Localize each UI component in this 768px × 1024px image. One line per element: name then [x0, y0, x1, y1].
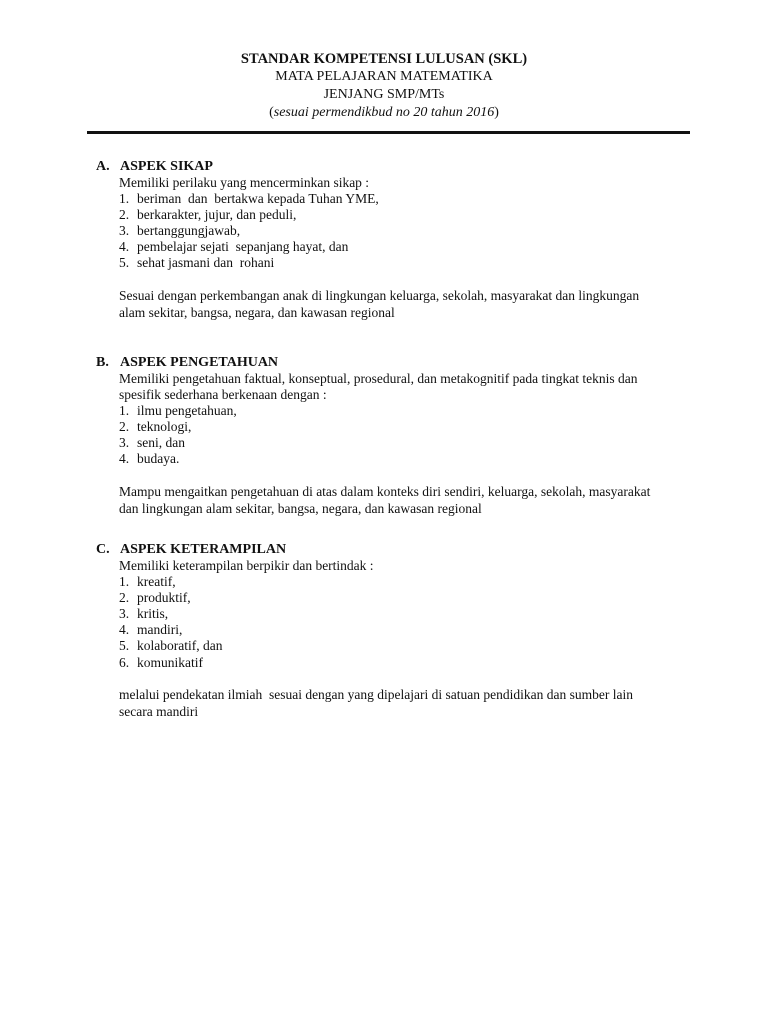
list-item [119, 606, 696, 622]
list-number: 1. [119, 403, 130, 419]
list-text: ilmu pengetahuan, [137, 403, 237, 419]
section-letter: C. [96, 542, 110, 557]
regulation-note-text: sesuai permendikbud no 20 tahun 2016 [273, 105, 495, 120]
list-text: kreatif, [137, 574, 176, 590]
list-item [119, 419, 696, 435]
list-item [119, 403, 696, 419]
list-text: teknologi, [137, 419, 192, 435]
section-aspek-pengetahuan [96, 354, 696, 517]
closing-line: dan lingkungan alam sekitar, bangsa, negara, dan kawasan regional [119, 500, 482, 516]
intro-line: Memiliki perilaku yang mencerminkan sikap : [119, 175, 370, 190]
section-title: ASPEK SIKAP [120, 159, 213, 174]
regulation-note-open: ( [269, 105, 274, 120]
list-text: kolaboratif, dan [137, 638, 223, 654]
section-letter: A. [96, 159, 110, 174]
list-item [119, 207, 696, 223]
list-item [119, 655, 696, 671]
closing-line: melalui pendekatan ilmiah sesuai dengan yang dipelajari di satuan pendidikan dan sumber lain [119, 686, 633, 702]
list-number: 1. [119, 574, 130, 590]
closing-line: secara mandiri [119, 703, 199, 719]
list-number: 2. [119, 590, 130, 606]
section-body [119, 558, 696, 720]
list-number: 4. [119, 451, 130, 467]
list-text: produktif, [137, 590, 191, 606]
subject-line: MATA PELAJARAN MATEMATIKA [275, 69, 493, 84]
document-header [0, 50, 768, 122]
section-heading [96, 158, 696, 175]
list-number: 4. [119, 622, 130, 638]
list-number: 3. [119, 223, 130, 239]
list-text: komunikatif [137, 654, 203, 670]
closing-line: Mampu mengaitkan pengetahuan di atas dalam konteks diri sendiri, keluarga, sekolah, masyarakat [119, 483, 651, 499]
list-number: 2. [119, 419, 130, 435]
list-item [119, 451, 696, 467]
competency-list [119, 574, 696, 671]
list-item [119, 435, 696, 451]
list-item [119, 574, 696, 590]
regulation-note [0, 104, 768, 122]
list-text: kritis, [137, 606, 169, 622]
level-line: JENJANG SMP/MTs [323, 87, 445, 102]
closing-paragraph [119, 483, 696, 517]
section-letter: B. [96, 355, 109, 370]
list-item [119, 590, 696, 606]
list-number: 3. [119, 606, 130, 622]
list-text: mandiri, [137, 622, 183, 638]
header-divider [87, 131, 690, 134]
intro-line: spesifik sederhana berkenaan dengan : [119, 387, 327, 403]
list-item [119, 255, 696, 271]
closing-line: alam sekitar, bangsa, negara, dan kawasan regional [119, 304, 395, 320]
list-text: budaya. [137, 451, 180, 467]
list-number: 4. [119, 239, 130, 255]
list-item [119, 223, 696, 239]
section-heading [96, 541, 696, 558]
list-item [119, 638, 696, 654]
section-title: ASPEK PENGETAHUAN [120, 355, 279, 370]
regulation-note-close: ) [494, 105, 499, 120]
list-number: 5. [119, 638, 130, 654]
intro-line: Memiliki pengetahuan faktual, konseptual, prosedural, dan metakognitif pada tingkat teknis dan [119, 371, 638, 386]
list-text: berkarakter, jujur, dan peduli, [137, 207, 297, 223]
competency-list [119, 403, 696, 467]
list-text: sehat jasmani dan rohani [137, 255, 275, 271]
intro-line: Memiliki keterampilan berpikir dan bertindak : [119, 558, 374, 573]
list-number: 2. [119, 207, 130, 223]
section-title: ASPEK KETERAMPILAN [120, 542, 287, 557]
section-aspek-sikap [96, 158, 696, 321]
section-heading [96, 354, 696, 371]
list-text: beriman dan bertakwa kepada Tuhan YME, [137, 191, 379, 207]
closing-line: Sesuai dengan perkembangan anak di lingkungan keluarga, sekolah, masyarakat dan lingkungan [119, 287, 640, 303]
list-text: seni, dan [137, 435, 185, 451]
list-item [119, 191, 696, 207]
list-number: 6. [119, 654, 130, 670]
list-text: pembelajar sejati sepanjang hayat, dan [137, 239, 349, 255]
section-aspek-keterampilan [96, 541, 696, 720]
list-number: 5. [119, 255, 130, 271]
list-number: 1. [119, 191, 130, 207]
list-text: bertanggungjawab, [137, 223, 241, 239]
section-body [119, 371, 696, 517]
competency-list [119, 191, 696, 271]
document-title: STANDAR KOMPETENSI LULUSAN (SKL) [240, 51, 528, 67]
closing-paragraph [119, 287, 696, 321]
list-item [119, 622, 696, 638]
closing-paragraph [119, 686, 696, 720]
section-body [119, 175, 696, 321]
list-item [119, 239, 696, 255]
list-number: 3. [119, 435, 130, 451]
